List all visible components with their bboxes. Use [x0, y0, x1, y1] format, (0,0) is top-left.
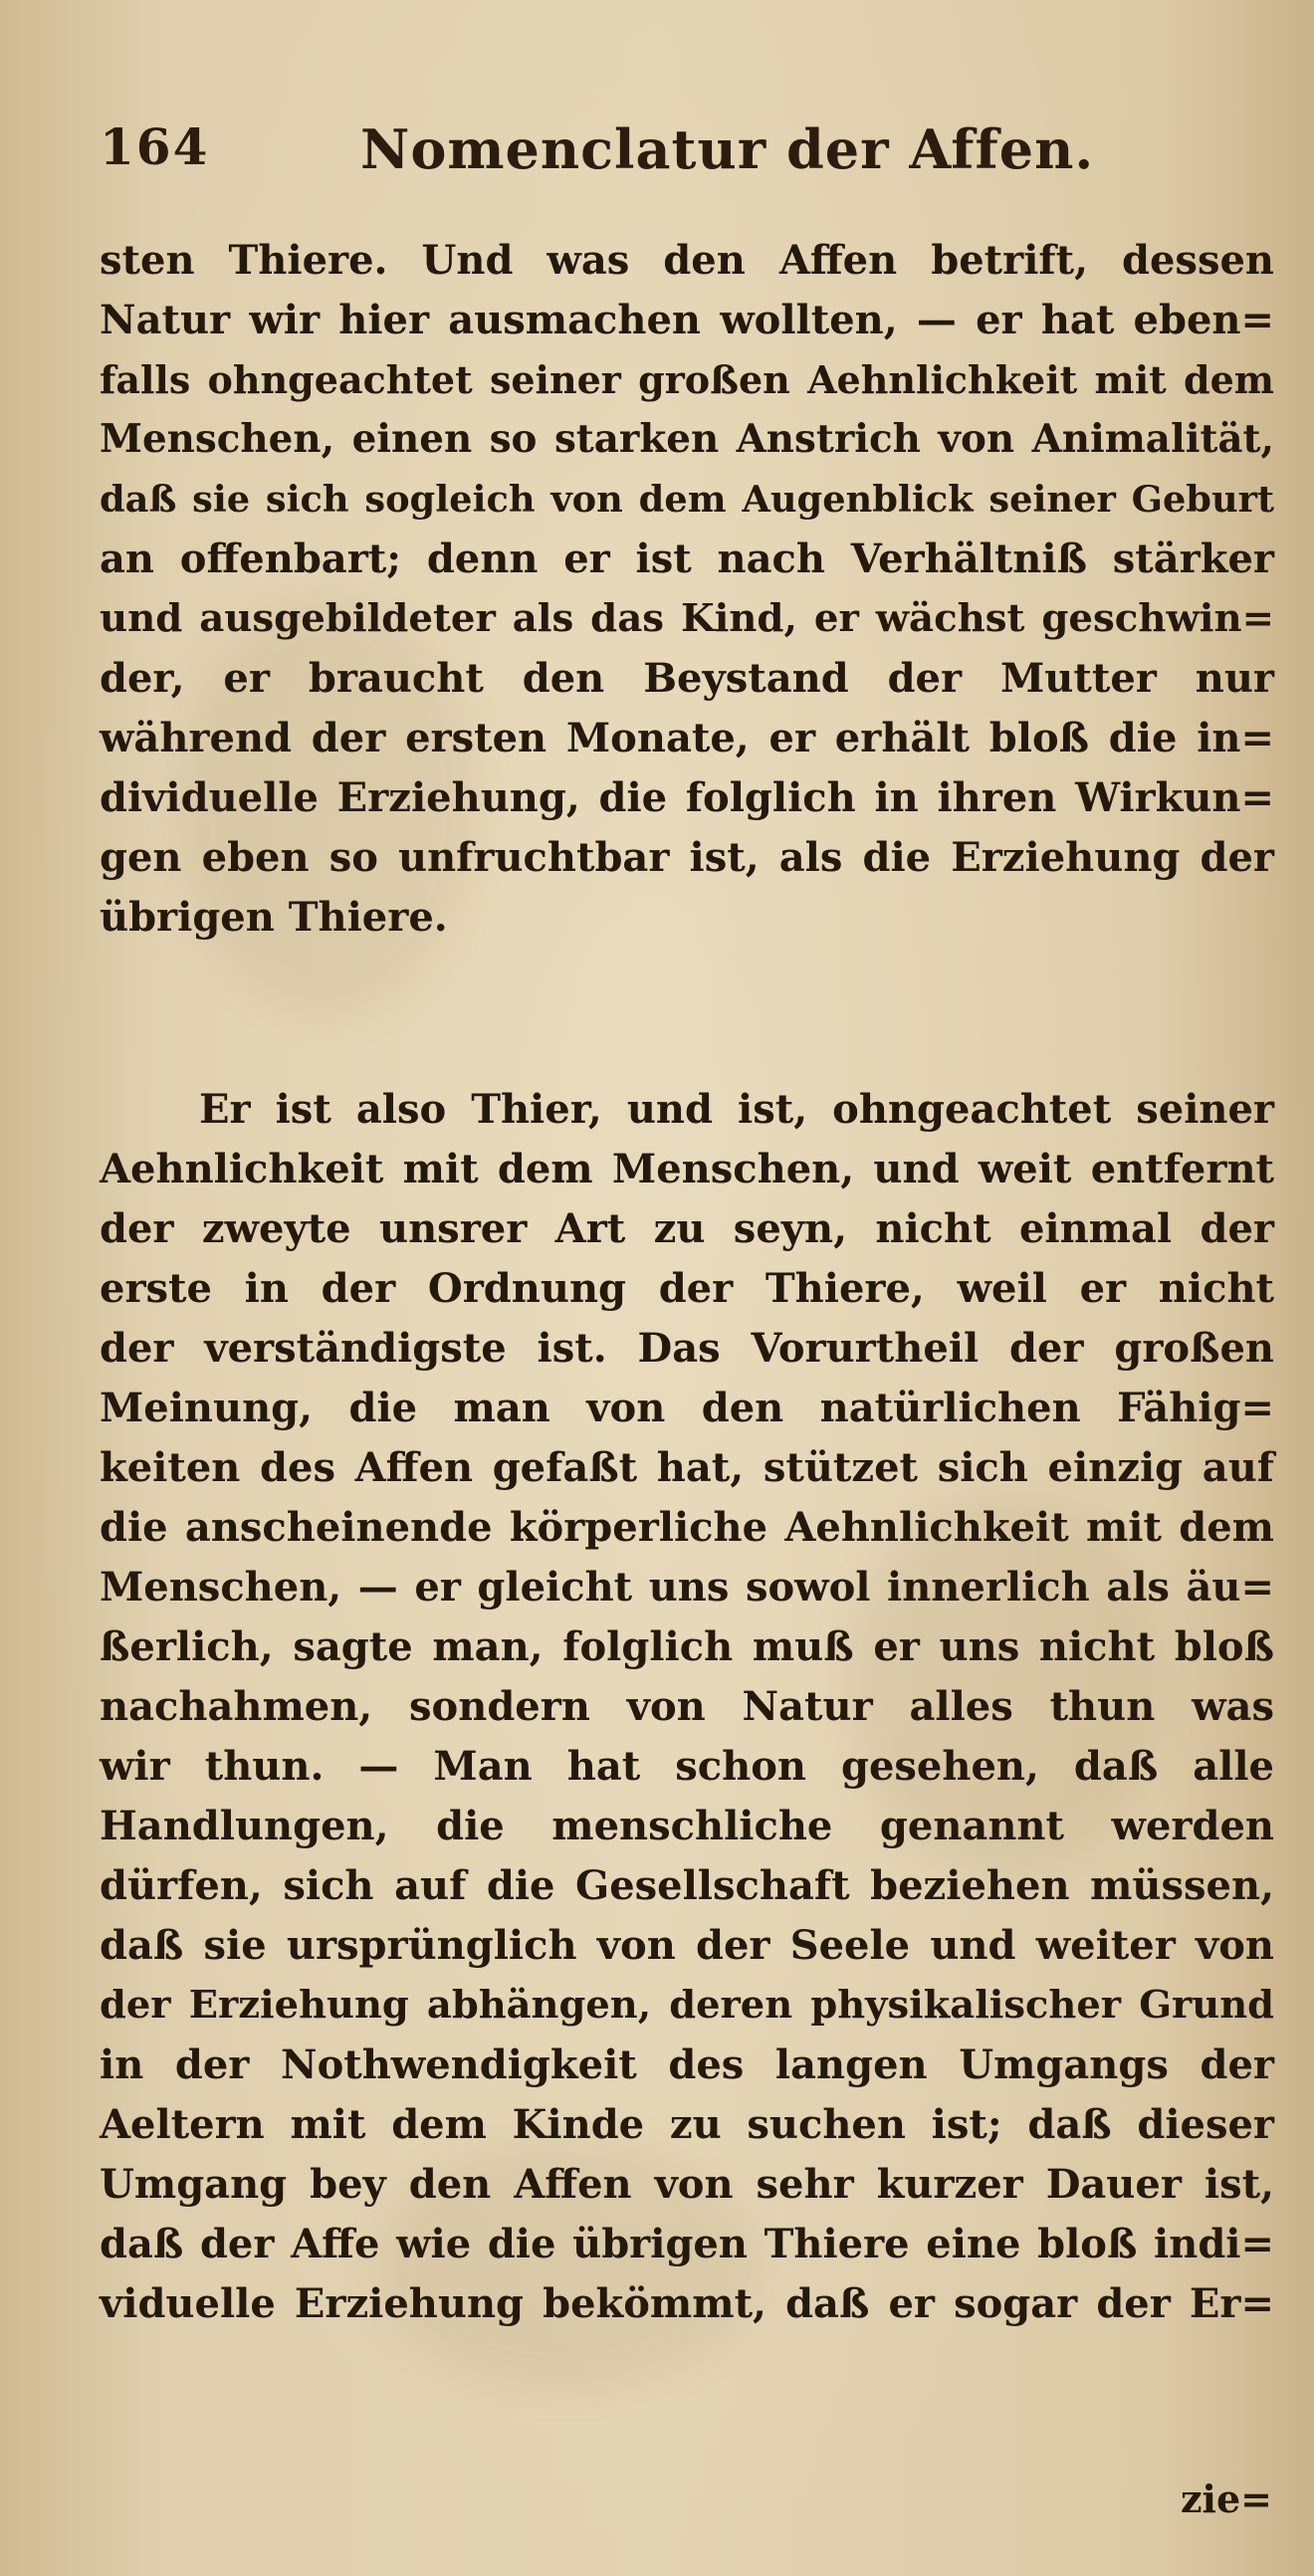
text-line: viduelle Erziehung bekömmt, daß er sogar der Er= — [100, 2280, 1274, 2327]
text-line: und ausgebildeter als das Kind, er wächst geschwin= — [100, 596, 1274, 641]
text-line: Umgang bey den Affen von sehr kurzer Dauer ist, — [100, 2161, 1274, 2208]
catchword: zie= — [1180, 2476, 1272, 2521]
running-title: Nomenclatur der Affen. — [360, 117, 1095, 181]
text-line: Aehnlichkeit mit dem Menschen, und weit entfernt — [100, 1146, 1274, 1192]
page-number: 164 — [100, 117, 210, 176]
paragraph-1 — [100, 231, 1274, 948]
text-line: erste in der Ordnung der Thiere, weil er nicht — [100, 1265, 1274, 1312]
text-line: Menschen, — er gleicht uns sowol innerlich als äu= — [100, 1564, 1274, 1610]
text-line: der verständigste ist. Das Vorurtheil der großen — [100, 1325, 1274, 1372]
text-line: ßerlich, sagte man, folglich muß er uns nicht bloß — [100, 1623, 1274, 1670]
text-line: sten Thiere. Und was den Affen betrift, dessen — [100, 237, 1274, 284]
text-line: Handlungen, die menschliche genannt werden — [100, 1803, 1274, 1849]
text-line: die anscheinende körperliche Aehnlichkeit mit dem — [100, 1504, 1274, 1551]
text-line: Er ist also Thier, und ist, ohngeachtet seiner — [199, 1086, 1274, 1133]
text-line: keiten des Affen gefaßt hat, stützet sich einzig auf — [100, 1444, 1274, 1491]
text-line: Meinung, die man von den natürlichen Fähig= — [100, 1385, 1274, 1431]
text-line: Menschen, einen so starken Anstrich von Animalität, — [100, 417, 1274, 462]
text-line: Natur wir hier ausmachen wollten, — er hat eben= — [100, 297, 1274, 343]
text-line: daß sie ursprünglich von der Seele und weiter von — [100, 1922, 1274, 1969]
text-line: der zweyte unsrer Art zu seyn, nicht einmal der — [100, 1205, 1274, 1252]
paragraph-2 — [100, 1080, 1274, 2334]
text-line: in der Nothwendigkeit des langen Umgangs der — [100, 2041, 1274, 2088]
text-line: der Erziehung abhängen, deren physikalischer Grund — [100, 1983, 1274, 2028]
text-line: nachahmen, sondern von Natur alles thun was — [100, 1683, 1274, 1730]
text-line: übrigen Thiere. — [100, 894, 448, 941]
text-line: dividuelle Erziehung, die folglich in ihren Wirkun= — [100, 774, 1274, 821]
text-line: wir thun. — Man hat schon gesehen, daß alle — [100, 1743, 1274, 1790]
text-line: daß sie sich sogleich von dem Augenblick seiner Geburt — [100, 478, 1274, 521]
text-line: gen eben so unfruchtbar ist, als die Erziehung der — [100, 834, 1274, 881]
text-line: während der ersten Monate, er erhält bloß die in= — [100, 715, 1274, 761]
text-line: der, er braucht den Beystand der Mutter nur — [100, 655, 1274, 702]
text-line: falls ohngeachtet seiner großen Aehnlichkeit mit dem — [100, 357, 1274, 402]
page-header — [100, 117, 1244, 197]
text-line: dürfen, sich auf die Gesellschaft beziehen müssen, — [100, 1862, 1274, 1909]
text-line: an offenbart; denn er ist nach Verhältniß stärker — [100, 536, 1274, 582]
text-line: Aeltern mit dem Kinde zu suchen ist; daß dieser — [100, 2101, 1274, 2148]
text-line: daß der Affe wie die übrigen Thiere eine bloß indi= — [100, 2221, 1274, 2267]
